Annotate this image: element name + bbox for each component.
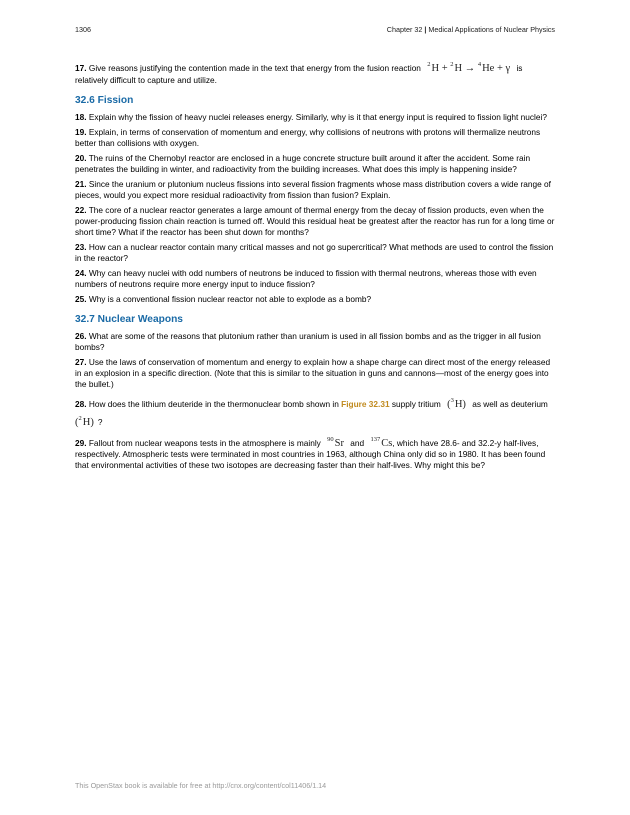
- question-27: [75, 357, 555, 389]
- gamma-symbol: γ: [505, 63, 511, 74]
- question-text: is relatively difficult to capture and utilize.: [75, 63, 523, 85]
- question-number: 28.: [75, 399, 87, 410]
- page-number: 1306: [75, 25, 91, 34]
- question-number: 19.: [75, 126, 87, 137]
- question-text: What are some of the reasons that plutonium rather than uranium is used in all fission bombs and as the trigger in all fusion bombs?: [75, 331, 541, 352]
- mass-number: 3: [450, 397, 454, 405]
- running-header: [387, 25, 555, 34]
- operator: +: [439, 63, 451, 74]
- element-symbol: H: [431, 63, 440, 74]
- element-symbol: H: [454, 63, 463, 74]
- question-number: 22.: [75, 205, 87, 216]
- strontium-symbol: [327, 435, 344, 449]
- question-19: [75, 127, 555, 149]
- question-text: Explain why the fission of heavy nuclei releases energy. Similarly, why is it that energy input is required to fission light nuclei?: [88, 111, 547, 122]
- figure-link[interactable]: Figure 32.31: [341, 399, 390, 410]
- question-22: [75, 205, 555, 237]
- question-text: The ruins of the Chernobyl reactor are enclosed in a huge concrete structure built around it after the accident. Some rain penetrates the building in winter, and radioactivity from the building increases. What does this imply is happening inside?: [75, 152, 531, 174]
- mass-number: 90: [327, 435, 334, 443]
- fusion-equation: [427, 63, 510, 74]
- question-21: [75, 179, 555, 201]
- mass-number: 4: [477, 61, 482, 68]
- section-heading-weapons: 32.7 Nuclear Weapons: [75, 314, 183, 326]
- question-text: Fallout from nuclear weapons tests in the atmosphere is mainly: [88, 437, 321, 448]
- question-text: , which have 28.6- and 32.2-y half-lives, respectively. Atmospheric tests were terminated in most countries in 1963, although China only did so in 1980. It has been found that environmental activities of these two isotopes are decreasing faster than their half-lives. Why might this be?: [75, 437, 546, 471]
- question-number: 26.: [75, 331, 87, 342]
- paren: (: [75, 417, 79, 429]
- question-text: How can a nuclear reactor contain many critical masses and not go supercritical? What methods are used to control the fission in the reactor?: [75, 242, 554, 263]
- question-text: Since the uranium or plutonium nucleus fissions into several fission fragments whose mass distribution covers a wide range of pieces, would you expect more residual radioactivity from fission than fusion? Explain.: [75, 179, 551, 200]
- question-text: supply tritium: [391, 399, 441, 410]
- chapter-title: Medical Applications of Nuclear Physics: [428, 25, 555, 34]
- page-footer: This OpenStax book is available for free at http://cnx.org/content/col11406/1.14: [75, 781, 327, 790]
- deuterium-symbol: [75, 417, 94, 428]
- conjunction: and: [350, 437, 365, 448]
- question-number: 25.: [75, 294, 87, 305]
- question-text: Give reasons justifying the contention made in the text that energy from the fusion reaction: [88, 63, 421, 73]
- question-23: [75, 242, 555, 264]
- question-text: How does the lithium deuteride in the thermonuclear bomb shown in: [88, 399, 339, 410]
- question-number: 29.: [75, 437, 87, 448]
- mass-number: 2: [450, 61, 454, 68]
- element-symbol: He: [482, 63, 495, 74]
- question-text: Why is a conventional fission nuclear reactor not able to explode as a bomb?: [88, 294, 372, 305]
- page-content: [75, 60, 555, 475]
- question-text: Explain, in terms of conservation of momentum and energy, why collisions of neutrons with protons will thermalize neutrons better than collisions with oxygen.: [75, 126, 541, 148]
- paren: ): [90, 417, 94, 429]
- chapter-label: Chapter 32: [386, 25, 423, 34]
- question-26: [75, 331, 555, 353]
- question-number: 24.: [75, 268, 87, 279]
- question-text: Use the laws of conservation of momentum and energy to explain how a shape charge can direct most of the energy released in an explosion in a specific direction. (Note that this is similar to the situation in guns and cannons—most of the energy goes into the bullet.): [75, 357, 551, 389]
- question-28: [75, 394, 555, 430]
- question-24: [75, 268, 555, 290]
- element-symbol: Cs: [381, 437, 393, 449]
- question-number: 23.: [75, 242, 87, 253]
- question-text: as well as deuterium: [472, 399, 548, 410]
- section-heading-fission: 32.6 Fission: [75, 94, 134, 106]
- header-separator: |: [422, 25, 429, 34]
- question-number: 20.: [75, 152, 87, 163]
- question-20: [75, 153, 555, 175]
- question-18: [75, 112, 555, 123]
- question-number: 17.: [75, 63, 87, 73]
- tritium-symbol: [447, 399, 466, 410]
- question-29: [75, 435, 555, 471]
- mass-number: 2: [427, 61, 431, 68]
- paren: (: [447, 399, 451, 411]
- question-text: The core of a nuclear reactor generates a large amount of thermal energy from the decay of fission products, even when the power-producing fission chain reaction is turned off. Would this residual heat be greatest after the reactor has run for a long time or short time? What if the reactor has been shut down for months?: [75, 205, 555, 237]
- question-text: Why can heavy nuclei with odd numbers of neutrons be induced to fission with thermal neutrons, whereas those with even numbers of neutrons require more energy input to induce fission?: [75, 268, 537, 289]
- cesium-symbol: [370, 435, 393, 449]
- question-number: 21.: [75, 179, 87, 190]
- question-mark: ?: [97, 417, 103, 428]
- element-symbol: H: [82, 417, 91, 429]
- question-number: 18.: [75, 111, 87, 122]
- operator: +: [494, 63, 506, 74]
- question-17: [75, 60, 555, 86]
- element-symbol: Sr: [334, 437, 344, 449]
- question-number: 27.: [75, 357, 87, 368]
- paren: ): [462, 399, 466, 411]
- question-25: [75, 294, 555, 305]
- element-symbol: H: [454, 399, 463, 411]
- arrow: →: [462, 63, 478, 74]
- mass-number: 137: [370, 435, 381, 443]
- mass-number: 2: [78, 415, 82, 423]
